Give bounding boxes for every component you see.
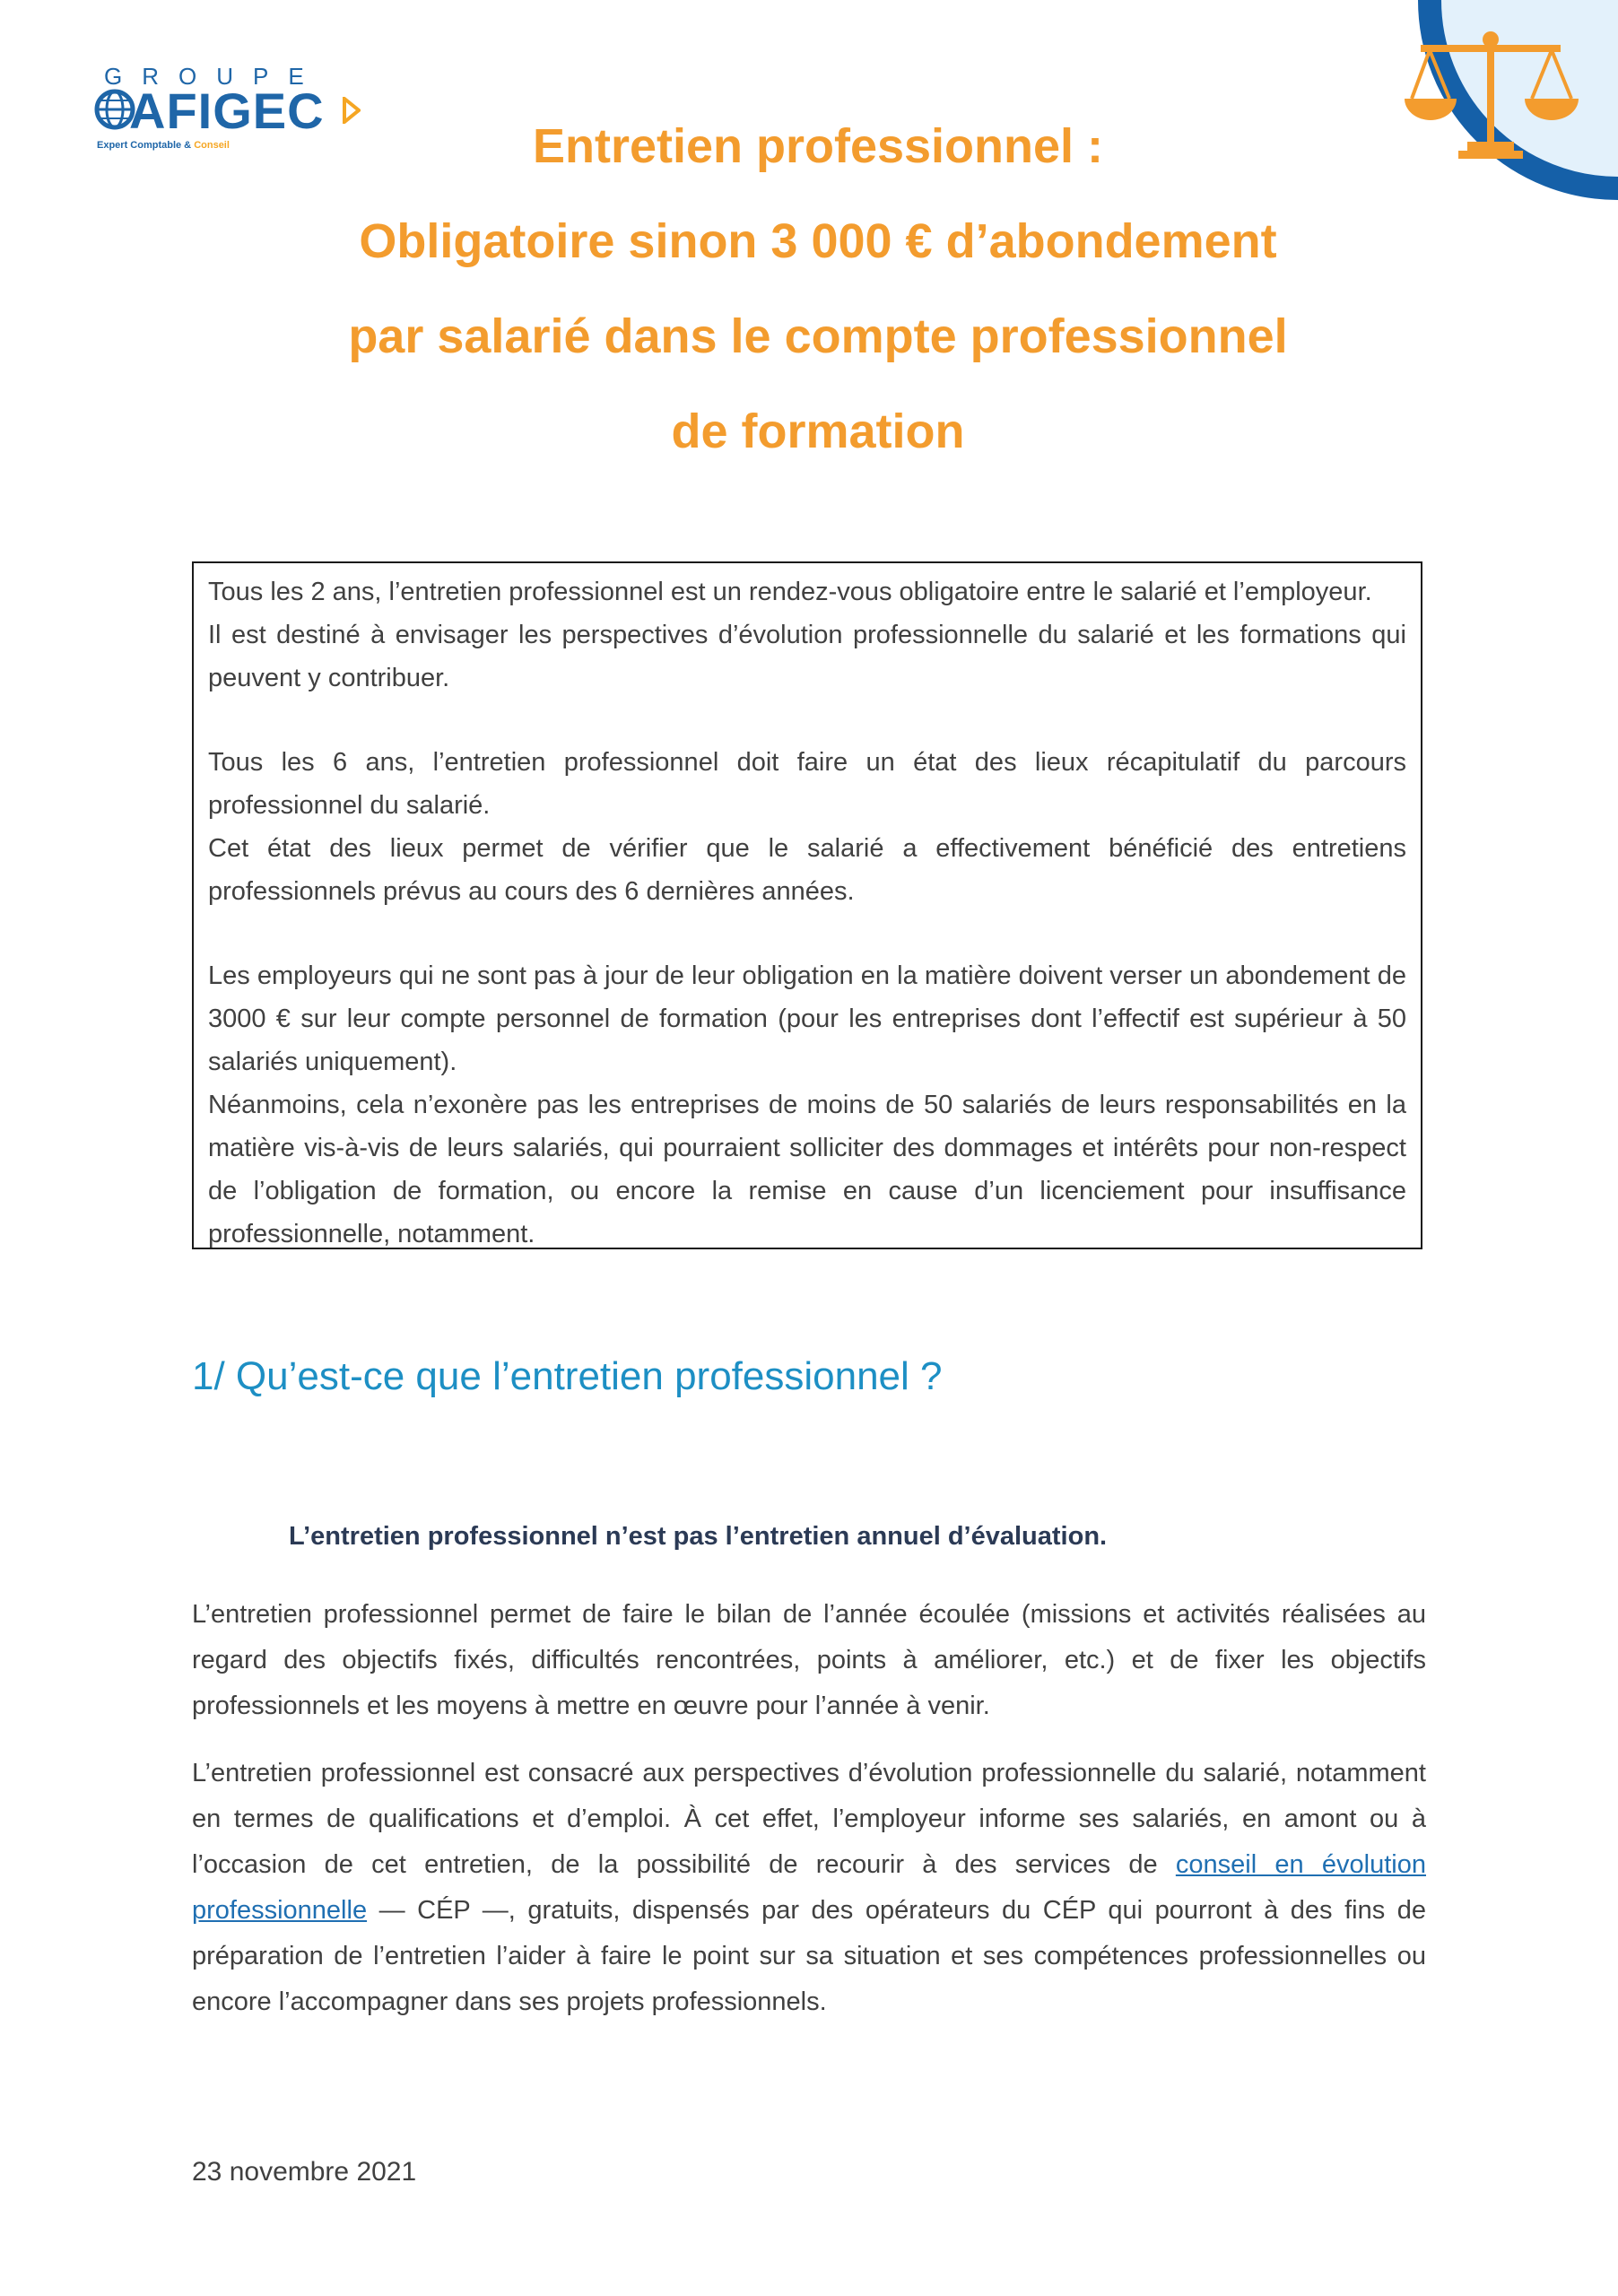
footer-date: 23 novembre 2021 (192, 2157, 417, 2187)
cep-link[interactable]: conseil en évolution professionnelle (192, 1850, 1426, 1925)
body-text-after-link: — CÉP —, gratuits, dispensés par des opérateurs du CÉP qui pourront à des fins de préparation de l’entretien l’aider à faire le point sur sa situation et ses compétences professionnelles ou encore l’accompagner dans ses projets professionnels. (192, 1896, 1426, 2016)
logo-subtitle (97, 140, 230, 151)
intro-paragraph: Il est destiné à envisager les perspectives d’évolution professionnelle du salarié et les formations qui peuvent y contribuer. (208, 621, 1406, 692)
intro-paragraph: Tous les 6 ans, l’entretien professionnel doit faire un état des lieux récapitulatif du parcours professionnel du salarié. (208, 748, 1406, 820)
title-line-1: Entretien professionnel : (532, 119, 1104, 173)
title-line-4: de formation (671, 404, 965, 458)
intro-paragraph: Tous les 2 ans, l’entretien professionnel est un rendez-vous obligatoire entre le salarié et l’employeur. (208, 578, 1372, 606)
body-paragraph: L’entretien professionnel permet de faire le bilan de l’année écoulée (missions et activités réalisées au regard des objectifs fixés, difficultés rencontrées, points à améliorer, etc.) et de fixer les objectifs professionnels et les moyens à mettre en œuvre pour l’année à venir. (192, 1600, 1426, 1720)
document-title (269, 99, 1367, 479)
title-line-3: par salarié dans le compte professionnel (348, 309, 1288, 363)
body-paragraph (192, 1751, 1426, 2025)
section-title: 1/ Qu’est-ce que l’entretien professionnel ? (192, 1354, 943, 1398)
intro-paragraph: Les employeurs qui ne sont pas à jour de leur obligation en la matière doivent verser un abondement de 3000 € sur leur compte personnel de formation (pour les entreprises dont l’effectif est supérieur à 50 salariés uniquement). (208, 961, 1406, 1076)
logo-group-label: GROUPE (104, 63, 324, 90)
logo-name: AFIGEC (129, 83, 325, 139)
intro-paragraph: Cet état des lieux permet de vérifier que le salarié a effectivement bénéficié des entretiens professionnels prévus au cours des 6 dernières années. (208, 834, 1406, 906)
intro-paragraph: Néanmoins, cela n’exonère pas les entreprises de moins de 50 salariés de leurs responsabilités en la matière vis-à-vis de leurs salariés, qui pourraient solliciter des dommages et intérêts pour non-respect de l’obligation de formation, ou encore la remise en cause d’un licenciement pour insuffisance professionnelle, notamment. (208, 1091, 1406, 1248)
title-line-2: Obligatoire sinon 3 000 € d’abondement (359, 214, 1277, 268)
section-body (192, 1592, 1426, 2047)
logo-subtitle-main: Expert Comptable & (97, 140, 195, 151)
section-subheading: L’entretien professionnel n’est pas l’entretien annuel d’évaluation. (289, 1522, 1108, 1551)
intro-summary-box (192, 561, 1422, 1249)
logo-subtitle-accent: Conseil (194, 140, 230, 151)
body-text-before-link: L’entretien professionnel est consacré aux perspectives d’évolution professionnelle du salarié, notamment en termes de qualifications et d’emploi. À cet effet, l’employeur informe ses salariés, en amont ou à l’occasion de cet entretien, de la possibilité de recourir à des services de (192, 1759, 1426, 1879)
